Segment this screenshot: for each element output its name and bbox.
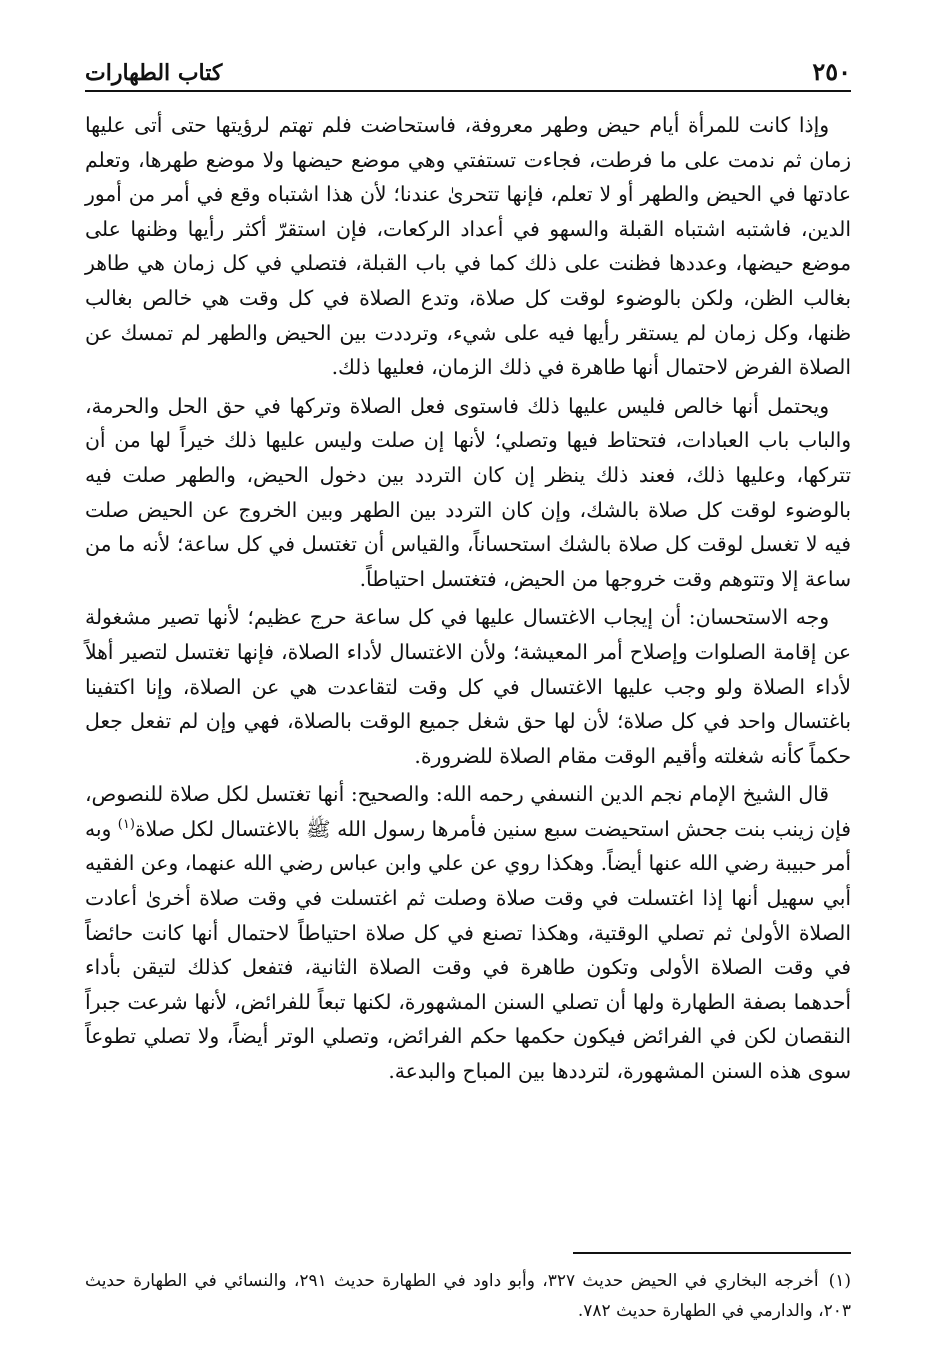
page-header (85, 52, 851, 92)
page-number: ٢٥٠ (812, 57, 851, 86)
paragraph-text: وإذا كانت للمرأة أيام حيض وطهر معروفة، فاستحاضت فلم تهتم لرؤيتها حتى أتى عليها زمان ثم ندمت على ما فرطت، فجاءت تستفتي وهي موضع حيضها ولا موضع طهرها، وتعلم عادتها في الحيض والطهر أو لا تعلم، فإنها تتحرىٰ عندنا؛ لأن هذا اشتباه وقع في أمر من أمور الدين، فاشتبه اشتباه القبلة والسهو في أعداد الركعات، فإن استقرّ أكثر رأيها وظنها على موضع حيضها، وعددها فظنت على ذلك كما في باب القبلة، فتصلي في كل زمان هي طاهر بغالب الظن، ولكن بالوضوء لوقت كل صلاة، وتدع الصلاة في كل وقت هي خالص بغالب ظنها، وكل زمان لم يستقر رأيها فيه على شيء، وترددت بين الحيض والطهر لم تمسك عن الصلاة الفرض لاحتمال أنها طاهرة في ذلك الزمان، فعليها ذلك. (85, 113, 851, 380)
main-text (85, 108, 851, 1093)
footnote-reference[interactable]: (١) (117, 817, 135, 833)
paragraph-text: وبه أمر حبيبة رضي الله عنها أيضاً. وهكذا روي عن علي وابن عباس رضي الله عنهما، وعن الفقيه أبي سهيل أنها إذا اغتسلت في وقت صلاة وصلت ثم اغتسلت في وقت صلاة أخرىٰ أعادت الصلاة الأولىٰ ثم تصلي الوقتية، وهكذا تصنع في كل صلاة احتياطاً لاحتمال أنها كانت حائضاً في وقت الصلاة الأولى وتكون طاهرة في وقت الصلاة الثانية، فتفعل كذلك لتيقن بأداء أحدهما بصفة الطهارة ولها أن تصلي السنن المشهورة، لكنها تبعاً للفرائض، لأنها شرعت جبراً النقصان لكن في الفرائض فيكون حكمها حكم الفرائض، وتصلي الوتر أيضاً، ولا تصلي تطوعاً سوى هذه السنن المشهورة، لترددها بين المباح والبدعة. (85, 816, 851, 1084)
footnote-number: (١) (828, 1271, 851, 1291)
paragraph-text: وجه الاستحسان: أن إيجاب الاغتسال عليها في كل ساعة حرج عظيم؛ لأنها تصير مشغولة عن إقامة الصلوات وإصلاح أمر المعيشة؛ ولأن الاغتسال لأداء الصلاة، فإنها تغتسل لتصير أهلاً لأداء الصلاة ولو وجب عليها الاغتسال في كل وقت لتقاعدت هي عن الصلاة، وإنا اكتفينا باغتسال واحد في كل صلاة؛ لأن لها حق شغل جميع الوقت بالصلاة، فهي وإن لم تفعل جعل حكماً كأنه شغلته وأقيم الوقت مقام الصلاة للضرورة. (85, 605, 851, 768)
chapter-title: كتاب الطهارات (85, 60, 223, 86)
paragraph (85, 777, 851, 1088)
paragraph (85, 389, 851, 597)
paragraph-text: ويحتمل أنها خالص فليس عليها ذلك فاستوى فعل الصلاة وتركها في حق الحل والحرمة، والباب باب العبادات، فتحتاط فيها وتصلي؛ لأنها إن صلت وليس عليها ذلك خيراً لها من أن تتركها، وعليها ذلك، فعند ذلك ينظر إن كان التردد بين دخول الحيض، والطهر صلت فيه بالوضوء لوقت كل صلاة بالشك، وإن كان التردد بين الطهر وبين الخروج عن الحيض صلت فيه لا تغسل لوقت كل صلاة بالشك استحساناً، والقياس أن تغتسل في كل ساعة؛ لأنه ما من ساعة إلا وتتوهم وقت خروجها من الحيض، فتغتسل احتياطاً. (85, 393, 851, 591)
footnote (85, 1266, 851, 1326)
footnote-separator (573, 1252, 851, 1254)
paragraph-text: قال الشيخ الإمام نجم الدين النسفي رحمه الله: والصحيح: أنها تغتسل لكل صلاة للنصوص، فإن زينب بنت جحش استحيضت سبع سنين فأمرها رسول الله ﷺ بالاغتسال لكل صلاة (85, 782, 852, 841)
paragraph (85, 600, 851, 773)
paragraph (85, 108, 851, 385)
footnote-text: أخرجه البخاري في الحيض حديث ٣٢٧، وأبو داود في الطهارة حديث ٢٩١، والنسائي في الطهارة حديث ٢٠٣، والدارمي في الطهارة حديث ٧٨٢. (85, 1271, 851, 1321)
